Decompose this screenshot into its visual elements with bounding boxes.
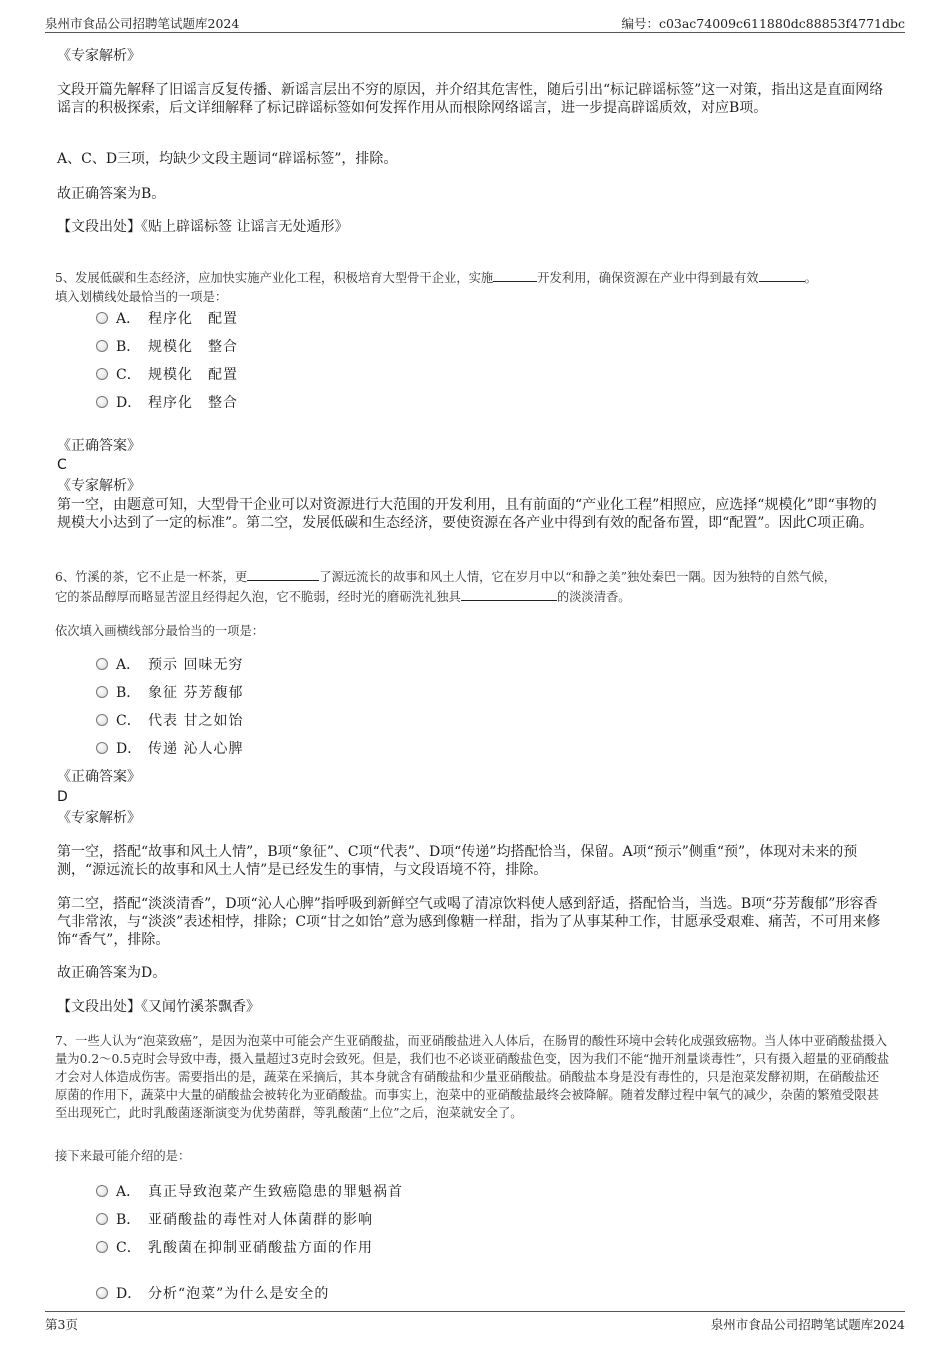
q4-analysis-2: A、C、D三项，均缺少文段主题词“辟谣标签”，排除。 <box>57 151 398 167</box>
radio-icon[interactable] <box>96 742 108 754</box>
radio-icon[interactable] <box>96 658 108 670</box>
q6-answer-label: 《正确答案》 <box>57 769 141 785</box>
option-letter: A． <box>116 1184 141 1200</box>
radio-icon[interactable] <box>96 1185 108 1197</box>
option-text: 代表 甘之如饴 <box>148 713 244 729</box>
option-text: 程序化 整合 <box>148 395 238 411</box>
q5-blank-1 <box>493 268 537 282</box>
option-letter: D． <box>116 1286 142 1302</box>
q6-analysis-1: 第一空，搭配“故事和风土人情”，B项“象征”、C项“代表”、D项“传递”均搭配恰当，保留。A项“预示”侧重“预”，体现对未来的预测，“源远流长的故事和风土人情”是已经发生的事情，与文段语境不符，排除。 <box>57 844 858 878</box>
radio-icon[interactable] <box>96 1213 108 1225</box>
header-title: 泉州市食品公司招聘笔试题库2024 <box>45 16 240 31</box>
radio-icon[interactable] <box>96 1287 108 1299</box>
option-letter: B． <box>116 1212 141 1228</box>
q6-stem-part-d: 的淡淡清香。 <box>556 590 631 604</box>
q5-stem-part-b: 开发利用，确保资源在产业中得到最有效 <box>537 271 759 285</box>
option-letter: A． <box>116 311 141 327</box>
option-text: 传递 沁人心脾 <box>148 741 244 757</box>
q5-blank-2 <box>759 268 805 282</box>
q5-stem-part-c: 。 <box>804 271 817 285</box>
q6-option-b[interactable] <box>96 683 243 703</box>
q6-option-a[interactable] <box>96 655 243 675</box>
q6-stem-part-a: 6、竹溪的茶，它不止是一杯茶，更 <box>55 570 248 584</box>
option-letter: D． <box>116 395 142 411</box>
option-text: 亚硝酸盐的毒性对人体菌群的影响 <box>148 1212 373 1228</box>
option-text: 真正导致泡菜产生致癌隐患的罪魁祸首 <box>148 1184 403 1200</box>
q6-answer-line: 故正确答案为D。 <box>57 965 167 981</box>
option-letter: C． <box>116 713 141 729</box>
q6-option-c[interactable] <box>96 711 243 731</box>
q4-answer-line: 故正确答案为B。 <box>57 186 166 202</box>
option-letter: D． <box>116 741 142 757</box>
q6-expert-label: 《专家解析》 <box>57 810 141 826</box>
radio-icon[interactable] <box>96 340 108 352</box>
q6-source: 【文段出处】《又闻竹溪茶飘香》 <box>57 999 260 1015</box>
option-text: 象征 芬芳馥郁 <box>148 685 244 701</box>
q6-analysis-2: 第二空，搭配“淡淡清香”，D项“沁人心脾”指呼吸到新鲜空气或喝了清凉饮料使人感到舒适，搭配恰当，当选。B项“芬芳馥郁”形容香气非常浓，与“淡淡”表述相悖，排除；C项“甘之如饴”意为感到像糖一样甜，指为了从事某种工作，甘愿承受艰难、痛苦，不可用来修饰“香气”，排除。 <box>57 896 881 948</box>
q5-option-b[interactable] <box>96 337 238 357</box>
q5-option-a[interactable] <box>96 309 238 329</box>
option-letter: A． <box>116 657 141 673</box>
radio-icon[interactable] <box>96 1241 108 1253</box>
q7-instruction: 接下来最可能介绍的是： <box>55 1149 191 1163</box>
option-text: 程序化 配置 <box>148 311 238 327</box>
q6-stem-part-c: 它的茶品醇厚而略显苦涩且经得起久泡，它不脆弱，经时光的磨砺洗礼独具 <box>55 590 461 604</box>
page-number: 第3页 <box>45 1317 78 1332</box>
q7-option-a[interactable] <box>96 1182 403 1202</box>
q7-option-b[interactable] <box>96 1210 373 1230</box>
option-text: 预示 回味无穷 <box>148 657 244 673</box>
q5-analysis: 第一空，由题意可知，大型骨干企业可以对资源进行大范围的开发利用，且有前面的“产业化工程”相照应，应选择“规模化”即“事物的规模大小达到了一定的标准”。第二空，发展低碳和生态经济，要使资源在各产业中得到有效的配备布置，即“配置”。因此C项正确。 <box>57 497 877 531</box>
radio-icon[interactable] <box>96 312 108 324</box>
radio-icon[interactable] <box>96 686 108 698</box>
option-text: 规模化 配置 <box>148 367 238 383</box>
header-code: 编号：c03ac74009c611880dc88853f4771dbc <box>621 16 905 31</box>
q6-answer: D <box>57 789 68 805</box>
q4-expert-label: 《专家解析》 <box>57 48 141 64</box>
q5-answer-label: 《正确答案》 <box>57 438 141 454</box>
q7-option-c[interactable] <box>96 1238 373 1258</box>
q6-blank-2 <box>461 587 557 601</box>
q6-instruction: 依次填入画横线部分最恰当的一项是： <box>55 624 265 638</box>
q5-answer: C <box>57 457 67 473</box>
q6-blank-1 <box>247 567 319 581</box>
page-footer <box>45 1311 905 1332</box>
q5-expert-label: 《专家解析》 <box>57 478 141 494</box>
page-header <box>45 12 905 33</box>
option-letter: B． <box>116 685 141 701</box>
q5-instruction: 填入划横线处最恰当的一项是： <box>55 290 228 304</box>
radio-icon[interactable] <box>96 396 108 408</box>
q6-stem-line-2 <box>55 587 890 606</box>
q6-stem-line-1 <box>55 567 890 586</box>
q5-stem-part-a: 5、发展低碳和生态经济，应加快实施产业化工程，积极培育大型骨干企业，实施 <box>55 271 494 285</box>
q5-option-d[interactable] <box>96 393 238 413</box>
q6-option-d[interactable] <box>96 739 243 759</box>
option-text: 分析“泡菜”为什么是安全的 <box>148 1286 330 1302</box>
option-letter: C． <box>116 1240 141 1256</box>
q4-source: 【文段出处】《贴上辟谣标签 让谣言无处遁形》 <box>57 219 349 235</box>
q5-stem <box>55 268 890 287</box>
radio-icon[interactable] <box>96 714 108 726</box>
option-text: 乳酸菌在抑制亚硝酸盐方面的作用 <box>148 1240 373 1256</box>
q6-stem-part-b: 了源远流长的故事和风土人情，它在岁月中以“和静之美”独处秦巴一隅。因为独特的自然气候， <box>319 570 837 584</box>
q7-option-d[interactable] <box>96 1284 329 1304</box>
q4-analysis-1: 文段开篇先解释了旧谣言反复传播、新谣言层出不穷的原因，并介绍其危害性，随后引出“标记辟谣标签”这一对策，指出这是直面网络谣言的积极探索，后文详细解释了标记辟谣标签如何发挥作用从而根除网络谣言，进一步提高辟谣质效，对应B项。 <box>57 82 884 116</box>
radio-icon[interactable] <box>96 368 108 380</box>
footer-title: 泉州市食品公司招聘笔试题库2024 <box>710 1317 905 1332</box>
q5-option-c[interactable] <box>96 365 238 385</box>
option-letter: B． <box>116 339 141 355</box>
option-text: 规模化 整合 <box>148 339 238 355</box>
q7-stem: 7、一些人认为“泡菜致癌”，是因为泡菜中可能会产生亚硝酸盐，而亚硝酸盐进入人体后，在肠胃的酸性环境中会转化成强致癌物。当人体中亚硝酸盐摄入量为0.2～0.5克时会导致中毒，摄入量超过3克时会致死。但是，我们也不必谈亚硝酸盐色变，因为我们不能“抛开剂量谈毒性”，只有摄入超量的亚硝酸盐才会对人体造成伤害。需要指出的是，蔬菜在采摘后，其本身就含有硝酸盐和少量亚硝酸盐。硝酸盐本身是没有毒性的，只是泡菜发酵初期，在硝酸盐还原菌的作用下，蔬菜中大量的硝酸盐会被转化为亚硝酸盐。而事实上，泡菜中的亚硝酸盐最终会被降解。随着发酵过程中氧气的减少，杂菌的繁殖受限甚至出现死亡，此时乳酸菌逐渐演变为优势菌群，等乳酸菌“上位”之后，泡菜就安全了。 <box>55 1034 890 1120</box>
option-letter: C． <box>116 367 141 383</box>
